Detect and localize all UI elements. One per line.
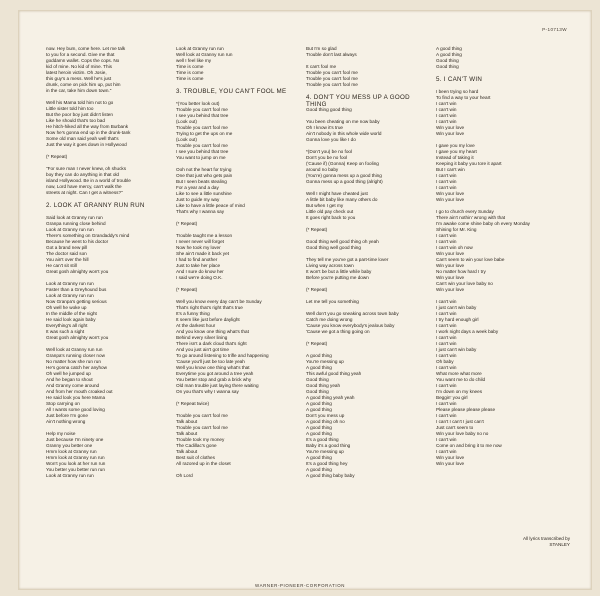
lyric-line: Trouble you can't fool me — [176, 413, 228, 418]
lyric-line: A good thing — [306, 407, 332, 412]
lyric-line: The doctor said son — [46, 251, 87, 256]
song-title: 5. I CAN'T WIN — [436, 76, 483, 83]
lyric-line: I'm awake come shine baby oh every Monday — [436, 221, 531, 226]
song-title: 4. DON'T YOU MESS UP A GOOD THING — [306, 94, 410, 108]
lyric-line: A good thing oh no — [306, 419, 345, 424]
lyric-line: A good thing baby baby — [306, 473, 355, 478]
lyric-line: Shining for Mr. King — [436, 227, 477, 232]
lyric-line: You want me to do child — [436, 377, 486, 382]
lyric-line: It was such a sight — [46, 329, 85, 334]
lyric-line: No matter how she run run — [46, 359, 101, 364]
lyric-line: Trouble you can't fool me — [176, 125, 228, 130]
lyric-line: kid of mine. No kid of mine. This — [46, 64, 112, 69]
lyric-line: I never never will forget — [176, 239, 224, 244]
lyric-line: For a year and a day — [176, 185, 219, 190]
lyric-line: I can't win oh now — [436, 245, 473, 250]
lyric-line: Ooh not the heart for trying — [176, 167, 232, 172]
lyric-line: You been cheating on me now baby — [306, 119, 380, 124]
lyric-line: Instead of taking it — [436, 155, 474, 160]
lyric-line: now, Lord have mercy, can't walk the — [46, 184, 122, 189]
lyric-line: Good thing — [306, 389, 329, 394]
lyric-line: All I wants some good loving — [46, 407, 105, 412]
lyric-line: 'Cause you know everybody's jealous baby — [306, 323, 395, 328]
lyric-line: Good thing — [436, 58, 459, 63]
lyric-line: A good thing — [436, 52, 462, 57]
lyric-line: Trouble you can't fool me — [306, 82, 358, 87]
lyric-line: But I can't win — [436, 167, 465, 172]
lyric-line: I can't win — [436, 401, 457, 406]
lyric-line: It won't be but a little while baby — [306, 269, 372, 274]
lyric-line: I see you behind that tree — [176, 113, 229, 118]
lyric-line: Don't you mess up — [306, 413, 345, 418]
lyric-line: Well look at Granny run run — [176, 52, 233, 57]
lyric-line: Don't you be no fool — [306, 155, 348, 160]
lyric-line: I can't win — [436, 437, 457, 442]
song-title: 2. LOOK AT GRANNY RUN RUN — [46, 202, 145, 209]
lyric-line: to you for a second. Give me that — [46, 52, 115, 57]
lyric-line: You better stop and grab a brick why — [176, 377, 252, 382]
lyric-line: Talk about — [176, 449, 198, 454]
lyric-line: Good thing — [306, 377, 329, 382]
lyrics-column-3 — [306, 46, 424, 479]
lyric-line: Everytime you got around a tree yeah — [176, 371, 254, 376]
lyric-line: You're messing up — [306, 359, 344, 364]
lyric-line: I can't win — [436, 173, 457, 178]
lyric-line: this guy's a mess. Well he's just — [46, 76, 112, 81]
lyric-line: I can't win — [436, 365, 457, 370]
transcription-credit — [523, 536, 570, 548]
lyric-line: Gonna mess up a good thing (alright) — [306, 179, 383, 184]
lyric-line: I can't win — [436, 413, 457, 418]
lyric-line: He can't sit still — [46, 263, 77, 268]
lyric-line: Trouble you can't fool me — [176, 107, 228, 112]
lyric-line: Little old pay check out — [306, 209, 354, 214]
lyric-line: Trouble you can't fool me — [306, 70, 358, 75]
lyric-line: "For sure man I never knew, oh shucks — [46, 166, 127, 171]
lyric-line: It seem like just before daylight — [176, 317, 240, 322]
lyric-line: A good thing — [306, 467, 332, 472]
lyric-line: Best suit of clothes — [176, 455, 215, 460]
lyric-line: I said we're doing O.K. — [176, 275, 223, 280]
lyric-line: Trouble you can't fool me — [306, 76, 358, 81]
lyric-line: Well his Mama told him not to go — [46, 100, 114, 105]
lyric-line: Ain't nobody in this whole wide world — [306, 131, 382, 136]
lyric-line: Oh I know it's true — [306, 125, 343, 130]
lyric-line: Win your love — [436, 197, 465, 202]
lyric-line: A good thing — [306, 455, 332, 460]
lyrics-column-4 — [436, 46, 554, 467]
lyric-line: well I feel like my — [176, 58, 212, 63]
lyric-line: I can't win — [436, 233, 457, 238]
lyric-line: You better you better run run — [46, 467, 105, 472]
lyric-line: Old man trouble just laying there waiting — [176, 383, 259, 388]
lyric-line: A good thing — [306, 365, 332, 370]
lyric-line: The Cadillac's gone — [176, 443, 217, 448]
lyric-line: And I sure do know her — [176, 269, 224, 274]
lyric-line: Hmm look at Granny run run — [46, 455, 105, 460]
lyric-line: Well look at Granny run run — [46, 347, 103, 352]
lyric-line: latest heroin victim. Oh Josie, — [46, 70, 107, 75]
lyric-line: (* Repeat) — [306, 287, 328, 292]
lyric-line: Oh Lord — [176, 473, 193, 478]
lyric-line: Well you know every day can't be Sunday — [176, 299, 262, 304]
lyric-line: I can't win — [436, 341, 457, 346]
lyric-line: Because he went to his doctor — [46, 239, 109, 244]
lyric-line: Now Granpa's getting serious — [46, 299, 107, 304]
lyric-line: That's right that's right that's true — [176, 305, 243, 310]
lyrics-column-2 — [176, 46, 294, 479]
lyric-line: (* Repeat) — [176, 287, 198, 292]
lyric-line: Everything's all right — [46, 323, 88, 328]
lyric-line: Trouble don't last always — [306, 52, 357, 57]
lyric-line: I see you behind that tree — [176, 149, 229, 154]
lyric-line: Trouble took my money — [176, 437, 225, 442]
lyric-line: I can't win — [436, 119, 457, 124]
lyric-line: To go around listening to trifle and happening — [176, 353, 269, 358]
lyric-line: Win your love — [436, 287, 465, 292]
lyric-line: Look at Granny run run — [176, 46, 224, 51]
lyric-line: A good thing — [306, 353, 332, 358]
lyric-line: Win your love — [436, 455, 465, 460]
lyric-line: Win your love baby no no — [436, 431, 489, 436]
lyric-line: A little bit baby like many others do — [306, 197, 378, 202]
lyric-line: But the poor boy just didn't listen — [46, 112, 113, 117]
lyric-line: Win your love — [436, 251, 465, 256]
lyric-line: Come on and bring it to me now — [436, 443, 502, 448]
lyric-line: Just can't seem to — [436, 425, 474, 430]
lyric-line: Well you know one thing what's that — [176, 365, 250, 370]
lyric-line: I work night days a week baby — [436, 329, 499, 334]
lyric-line: Can't seem to win your love babe — [436, 257, 505, 262]
lyric-line: Got a brand new pill — [46, 245, 88, 250]
lyric-line: I had to find another — [176, 257, 218, 262]
song-title: 3. TROUBLE, YOU CAN'T FOOL ME — [176, 88, 287, 95]
lyric-line: Some old man said yeah well that's — [46, 136, 119, 141]
lyric-line: (* Repeat) — [46, 154, 68, 159]
lyric-line: Win your love — [436, 263, 465, 268]
lyric-line: (Look out) — [176, 119, 197, 124]
lyric-line: Look at Granny run run — [46, 473, 94, 478]
lyric-line: In the middle of the night — [46, 311, 97, 316]
lyric-line: *(Don't you) be no fool — [306, 149, 353, 154]
lyric-line: I can't win — [436, 383, 457, 388]
lyric-line: I can't win — [436, 353, 457, 358]
lyric-line: (* Repeat) — [176, 221, 198, 226]
lyric-line: Talk about — [176, 419, 198, 424]
lyric-line: And from her mouth croaked out — [46, 389, 113, 394]
lyric-line: (* Repeat twice) — [176, 401, 210, 406]
lyric-line: And you know one thing what's that — [176, 329, 249, 334]
label-footer: WARNER-PIONEER-CORPORATION — [255, 583, 345, 588]
lyric-line: goddamn wallet. Cops the cops. No — [46, 58, 120, 63]
lyric-line: I can't win — [436, 449, 457, 454]
lyric-line: And Granny come around — [46, 383, 100, 388]
lyric-line: Let me tell you something — [306, 299, 359, 304]
lyric-line: He's gonna catch her anyhow — [46, 365, 107, 370]
lyric-line: He hitch-hiked all the way from Burbank — [46, 124, 129, 129]
lyric-line: That's why I wanna say — [176, 209, 225, 214]
lyric-line: What more what more — [436, 371, 482, 376]
lyric-line: Look at Granny run run — [46, 293, 94, 298]
lyric-line: ('Cause if) (Gonna) Keep on fooling — [306, 161, 379, 166]
lyric-line: On you that's why I wanna say — [176, 389, 239, 394]
lyric-line: Granpa's running closer now — [46, 353, 105, 358]
lyric-line: drunk, come on pick him up, put him — [46, 82, 121, 87]
lyric-line: A good thing — [306, 431, 332, 436]
lyric-line: Oh well he woke up — [46, 305, 87, 310]
lyrics-column-1 — [46, 46, 164, 479]
lyric-line: I can't I can't I just can't — [436, 419, 484, 424]
lyric-line: But when I get my — [306, 203, 344, 208]
lyric-line: I try hard enough girl — [436, 317, 479, 322]
lyric-line: But I'm so glad — [306, 46, 337, 51]
lyric-line: I can't win — [436, 299, 457, 304]
lyric-line: Trouble you can't fool me — [176, 425, 228, 430]
lyric-line: I can't win — [436, 335, 457, 340]
lyric-line: No matter how hard I try — [436, 269, 486, 274]
lyric-line: Trying to get the ups on me — [176, 131, 233, 136]
lyric-line: It's a funny thing — [176, 311, 210, 316]
lyric-line: Win your love — [436, 275, 465, 280]
lyric-line: But I seen beats stealing — [176, 179, 227, 184]
lyric-line: Oh baby — [436, 359, 454, 364]
lyric-line: This awful good thing yeah — [306, 371, 362, 376]
lyric-line: Win your love — [436, 131, 465, 136]
lyric-line: Stop carrying on — [46, 401, 80, 406]
lyric-line: Trouble you can't fool me — [176, 143, 228, 148]
lyric-line: (* Repeat) — [306, 341, 328, 346]
lyric-line: Just before I'm gone — [46, 413, 88, 418]
lyric-line: Well I might have cheated just — [306, 191, 368, 196]
lyric-line: Ain't nothing wrong — [46, 419, 86, 424]
lyric-line: island Hollywood. Be in a world of trouble — [46, 178, 131, 183]
lyric-line: One that just who gets pain — [176, 173, 233, 178]
lyric-line: Please please please please — [436, 407, 496, 412]
lyric-line: A good thing yeah yeah — [306, 395, 355, 400]
lyric-line: I can't win — [436, 239, 457, 244]
lyric-line: And you just ain't got time — [176, 347, 229, 352]
lyric-line: All razored up in the closet — [176, 461, 231, 466]
lyric-line: I can't win — [436, 179, 457, 184]
lyric-line: Faster than a Greyhound bus — [46, 287, 107, 292]
lyric-line: Oh well he jumped up — [46, 371, 91, 376]
lyric-line: Little sister told him too — [46, 106, 94, 111]
lyric-line: Help my noise — [46, 431, 76, 436]
lyric-line: There's something on Grandaddy's mind — [46, 233, 130, 238]
lyric-line: You want to jump on me — [176, 155, 226, 160]
lyric-line: A good thing — [306, 401, 332, 406]
lyric-line: At the darkest hour — [176, 323, 216, 328]
lyric-line: I go to church every Sunday — [436, 209, 494, 214]
lyric-line: Now he's gonna end up in the drunk-tank — [46, 130, 131, 135]
lyric-line: 'Cause we got a thing going on — [306, 329, 370, 334]
lyric-line: (You're) gonna mess up a good thing — [306, 173, 382, 178]
lyric-line: Said look at Granny run run — [46, 215, 103, 220]
lyric-line: *(You better look out) — [176, 101, 220, 106]
lyric-line: Just the way it goes down in Hollywood — [46, 142, 127, 147]
lyric-line: Great gosh almighty won't you — [46, 269, 109, 274]
lyric-line: He said look you here Mama — [46, 395, 106, 400]
lyric-line: You ain't over the hill — [46, 257, 89, 262]
lyric-line: You're messing up — [306, 449, 344, 454]
lyric-line: Now he took my lover — [176, 245, 221, 250]
lyric-line: Just to take her place — [176, 263, 221, 268]
lyric-line: Catch me doing wrong — [306, 317, 353, 322]
lyric-line: I gave you my heart — [436, 149, 477, 154]
lyric-line: Like to have a little peace of mind — [176, 203, 245, 208]
lyric-line: 'Cause you'll just be too late yeah — [176, 359, 245, 364]
lyric-line: Granny you better one — [46, 443, 93, 448]
lyric-line: Time is come — [176, 64, 204, 69]
lyric-line: They tell me you've got a part-time lover — [306, 257, 389, 262]
lyric-line: boy they can do anything in that old — [46, 172, 120, 177]
lyric-line: streets at night. Can I get a witness?" — [46, 190, 123, 195]
lyric-line: To find a way to your heart — [436, 95, 491, 100]
lyric-line: (* Repeat) — [306, 227, 328, 232]
lyric-line: Win your love — [436, 191, 465, 196]
lyric-line: I can't win — [436, 107, 457, 112]
lyric-line: I gave you my love — [436, 143, 475, 148]
lyric-line: Beggin' you girl — [436, 395, 468, 400]
lyric-line: around no baby — [306, 167, 339, 172]
lyric-line: I just can't win baby — [436, 305, 477, 310]
lyric-line: I can't win — [436, 311, 457, 316]
lyric-line: Well don't you go sneaking across town baby — [306, 311, 399, 316]
lyric-line: There isn't a dark cloud that's right — [176, 341, 247, 346]
lyric-line: Look at Granny run run — [46, 227, 94, 232]
lyric-line: Granpa running close behind — [46, 221, 106, 226]
lyric-line: Baby it's a good thing — [306, 443, 351, 448]
lyric-line: Good thing well good thing oh yeah — [306, 239, 379, 244]
lyric-line: Great gosh almighty won't you — [46, 335, 109, 340]
lyric-line: Trouble taught me a lesson — [176, 233, 233, 238]
lyric-line: Behind every silver lining — [176, 335, 228, 340]
lyric-line: I just can't win baby — [436, 347, 477, 352]
lyric-line: Gonna love you like I do — [306, 137, 356, 142]
lyric-line: Good thing yeah — [306, 383, 341, 388]
lyric-line: Talk about — [176, 431, 198, 436]
lyric-line: She ain't made it back yet — [176, 251, 229, 256]
lyric-line: I can't win — [436, 185, 457, 190]
lyric-line: Win your love — [436, 461, 465, 466]
lyric-line: Good thing well good thing — [306, 245, 361, 250]
lyric-line: Win your love — [436, 125, 465, 130]
lyric-line: Good thing — [436, 64, 459, 69]
lyric-line: Just because I'm ninety one — [46, 437, 104, 442]
lyric-line: He said look again baby — [46, 317, 96, 322]
lyric-line: Before you're putting me down — [306, 275, 369, 280]
lyric-line: in the car, take him down town." — [46, 88, 112, 93]
lyric-line: Keeping it baby you tore it apart — [436, 161, 502, 166]
lyric-line: Living way across town — [306, 263, 354, 268]
lyric-line: It's a good thing hey — [306, 461, 348, 466]
lyric-line: Can't win your love baby no — [436, 281, 493, 286]
lyric-line: Like to see a little sunshine — [176, 191, 232, 196]
lyric-line: Good thing good thing — [306, 107, 352, 112]
lyric-line: Like he should that's too bad — [46, 118, 105, 123]
lyric-line: A good thing — [306, 425, 332, 430]
credit-name: STANLEY — [549, 542, 570, 547]
lyric-line: I can't win — [436, 323, 457, 328]
lyric-line: A good thing — [436, 46, 462, 51]
lyric-line: Hmm look at Granny run — [46, 449, 97, 454]
credit-text: All lyrics transcribed by — [523, 536, 570, 541]
lyric-line: I'm down on my knees — [436, 389, 483, 394]
lyric-line: now. Hey bum, come here. Let me talk — [46, 46, 126, 51]
lyric-line: I can't win — [436, 101, 457, 106]
lyric-line: Time is come — [176, 76, 204, 81]
lyric-line: (Look out) — [176, 137, 197, 142]
catalog-number: P-10713W — [542, 27, 567, 32]
lyric-line: It's a good thing — [306, 437, 339, 442]
lyric-line: And he began to shout — [46, 377, 93, 382]
lyric-line: Look at Granny run run — [46, 281, 94, 286]
lyric-line: Just to guide my way — [176, 197, 220, 202]
lyric-line: Time is come — [176, 70, 204, 75]
lyric-line: There ain't nothin' wrong with that — [436, 215, 506, 220]
lyric-line: I can't win — [436, 113, 457, 118]
lyric-line: It can't fool me — [306, 64, 337, 69]
lyric-line: I been trying so hard — [436, 89, 479, 94]
lyric-line: It goes right back to you — [306, 215, 356, 220]
lyric-line: Won't you look at her run run — [46, 461, 106, 466]
